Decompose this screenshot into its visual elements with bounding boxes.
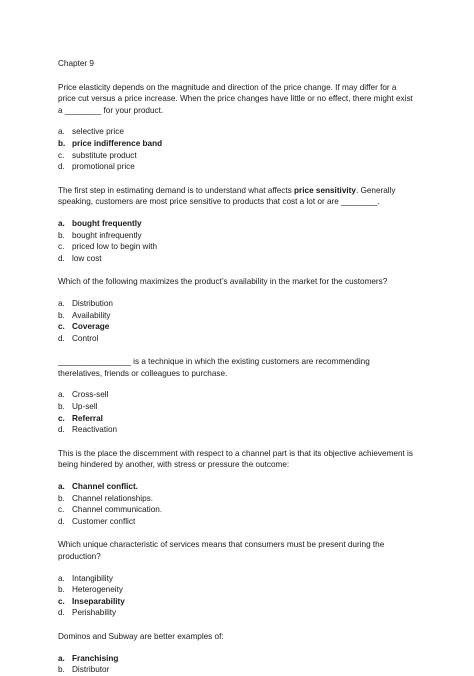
option-text: price indifference band — [72, 138, 163, 148]
option-text: Cross-sell — [72, 390, 109, 400]
question-text-part: Price elasticity depends on the magnitude and direction of the price change. If may differ for a price cut versus a price increase. When the price changes have little or no effect, there might exist a ________ for your product. — [58, 82, 413, 115]
question-text — [58, 448, 414, 471]
option-text: Perishability — [72, 608, 117, 618]
option-text: Heterogeneity — [72, 585, 123, 595]
option-text: Franchising — [72, 653, 119, 663]
option-text: Availability — [72, 310, 111, 320]
option-letter: c. — [58, 150, 65, 160]
option-letter: d. — [58, 516, 65, 526]
question-text-part: Which of the following maximizes the product’s availability in the market for the customers? — [58, 277, 388, 287]
option-text: priced low to begin with — [72, 242, 158, 252]
answer-options — [58, 126, 414, 172]
option-b — [58, 310, 414, 322]
answer-options — [58, 653, 414, 676]
option-c-correct — [58, 596, 414, 608]
option-c — [58, 150, 414, 162]
option-b — [58, 584, 414, 596]
option-letter: a. — [58, 573, 65, 583]
option-text: bought infrequently — [72, 230, 142, 240]
question-text — [58, 276, 414, 288]
option-text: substitute product — [72, 150, 137, 160]
option-text: Referral — [72, 413, 103, 423]
option-text: low cost — [72, 253, 102, 263]
option-text: Up-sell — [72, 402, 98, 412]
option-letter: d. — [58, 425, 65, 435]
answer-options — [58, 481, 414, 527]
option-d — [58, 333, 414, 345]
question-text — [58, 82, 414, 117]
option-letter: a. — [58, 653, 65, 663]
option-b — [58, 230, 414, 242]
option-c-correct — [58, 321, 414, 333]
question-text — [58, 185, 414, 208]
option-letter: c. — [58, 242, 65, 252]
option-letter: a. — [58, 390, 65, 400]
option-letter: c. — [58, 596, 65, 606]
question-1 — [58, 82, 414, 173]
option-text: Control — [72, 333, 99, 343]
answer-options — [58, 218, 414, 264]
option-letter: d. — [58, 333, 65, 343]
question-text — [58, 539, 414, 562]
question-2 — [58, 185, 414, 265]
answer-options — [58, 573, 414, 619]
option-letter: a. — [58, 127, 65, 137]
question-text-part: . Generally speaking, customers are most price sensitive to products that cost a lot or are ________. — [58, 185, 396, 207]
option-b — [58, 493, 414, 505]
option-letter: d. — [58, 608, 65, 618]
option-text: Channel conflict. — [72, 482, 138, 492]
option-letter: b. — [58, 230, 65, 240]
chapter-heading: Chapter 9 — [58, 59, 94, 68]
question-text-part: ________________ is a technique in which the existing customers are recommending therelatives, friends or colleagues to purchase. — [58, 357, 370, 378]
option-text: Reactivation — [72, 425, 118, 435]
option-d — [58, 253, 414, 265]
option-text: selective price — [72, 127, 124, 137]
option-letter: b. — [58, 402, 65, 412]
option-text: Distributor — [72, 665, 110, 675]
option-text: promotional price — [72, 162, 135, 172]
option-d — [58, 424, 414, 436]
option-letter: b. — [58, 585, 65, 595]
question-text-part: Dominos and Subway are better examples of: — [58, 631, 224, 641]
option-letter: c. — [58, 413, 65, 423]
question-text-part: The first step in estimating demand is to understand what affects — [58, 185, 295, 195]
option-text: Channel communication. — [72, 505, 163, 515]
option-letter: c. — [58, 322, 65, 332]
option-letter: d. — [58, 253, 65, 263]
question-key-term: price sensitivity — [294, 185, 356, 195]
option-c — [58, 241, 414, 253]
option-d — [58, 161, 414, 173]
option-a — [58, 573, 414, 585]
option-text: Inseparability — [72, 596, 125, 606]
answer-options — [58, 389, 414, 435]
option-a — [58, 389, 414, 401]
question-text — [58, 631, 414, 643]
option-text: Channel relationships. — [72, 493, 154, 503]
option-text: Intangibility — [72, 573, 113, 583]
option-a-correct — [58, 218, 414, 230]
question-text — [58, 356, 414, 379]
option-a-correct — [58, 653, 414, 665]
option-letter: d. — [58, 162, 65, 172]
option-a — [58, 126, 414, 138]
question-text-part: This is the place the discernment with respect to a channel part is that its objective achievement is being hindered by another, with stress or pressure the outcome: — [58, 448, 413, 470]
question-text-part: Which unique characteristic of services means that consumers must be present during the production? — [58, 540, 385, 561]
answer-options — [58, 298, 414, 344]
option-text: Coverage — [72, 322, 110, 332]
option-b-correct — [58, 138, 414, 150]
option-text: Distribution — [72, 298, 113, 308]
option-d — [58, 607, 414, 619]
question-5 — [58, 448, 414, 528]
option-letter: b. — [58, 310, 65, 320]
option-c-correct — [58, 413, 414, 425]
question-3 — [58, 276, 414, 344]
option-letter: a. — [58, 218, 65, 228]
option-a-correct — [58, 481, 414, 493]
option-letter: b. — [58, 493, 65, 503]
option-letter: b. — [58, 665, 65, 675]
option-b — [58, 401, 414, 413]
option-c — [58, 504, 414, 516]
option-letter: b. — [58, 138, 66, 148]
option-text: Customer conflict — [72, 516, 136, 526]
question-7 — [58, 631, 414, 676]
question-6 — [58, 539, 414, 619]
option-letter: c. — [58, 505, 65, 515]
option-text: bought frequently — [72, 218, 142, 228]
option-d — [58, 516, 414, 528]
question-4 — [58, 356, 414, 436]
option-letter: a. — [58, 482, 65, 492]
option-letter: a. — [58, 298, 65, 308]
option-a — [58, 298, 414, 310]
